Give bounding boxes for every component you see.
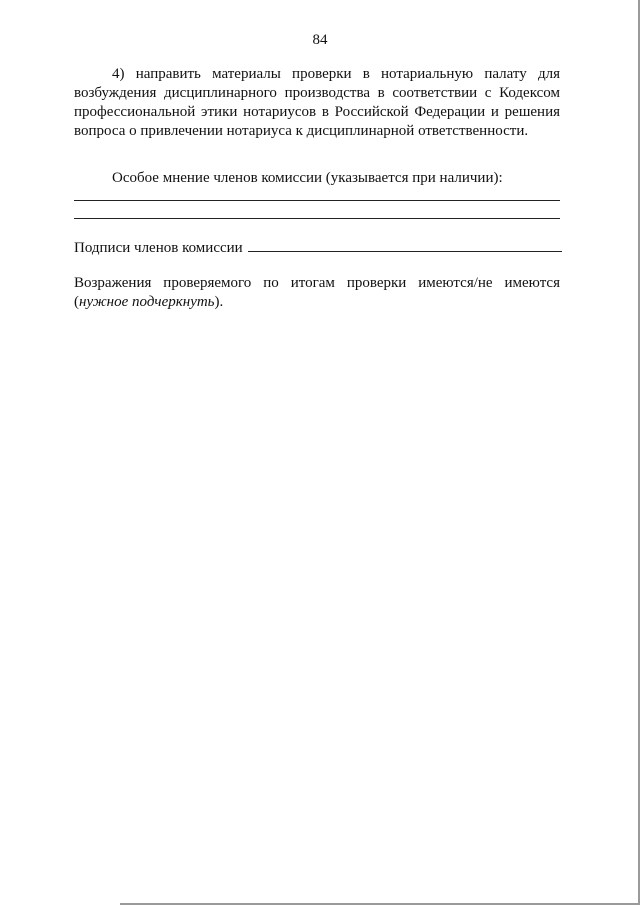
dissent-line-2: [74, 218, 560, 219]
signatures-label: Подписи членов комиссии: [74, 240, 243, 256]
objections-italic-note: нужное подчеркнуть: [79, 294, 215, 310]
paragraph-item-4: 4) направить материалы проверки в нотариальную палату для возбуждения дисциплинарного производства в соответствии с Кодексом профессиональной этики нотариусов в Российской Федерации и решения вопроса о привлечении нотариуса к дисциплинарной ответственности.: [74, 66, 560, 139]
objections-paragraph: [74, 274, 560, 312]
objections-end: ).: [214, 294, 224, 310]
dissent-label: Особое мнение членов комиссии (указывается при наличии):: [112, 170, 503, 186]
page-number: 84: [312, 32, 328, 48]
signatures-row: [74, 237, 562, 258]
objections-text: Возражения проверяемого по итогам проверки имеются/не имеются (: [74, 275, 560, 310]
signatures-line: [248, 237, 562, 252]
dissent-line-1: [74, 200, 560, 201]
